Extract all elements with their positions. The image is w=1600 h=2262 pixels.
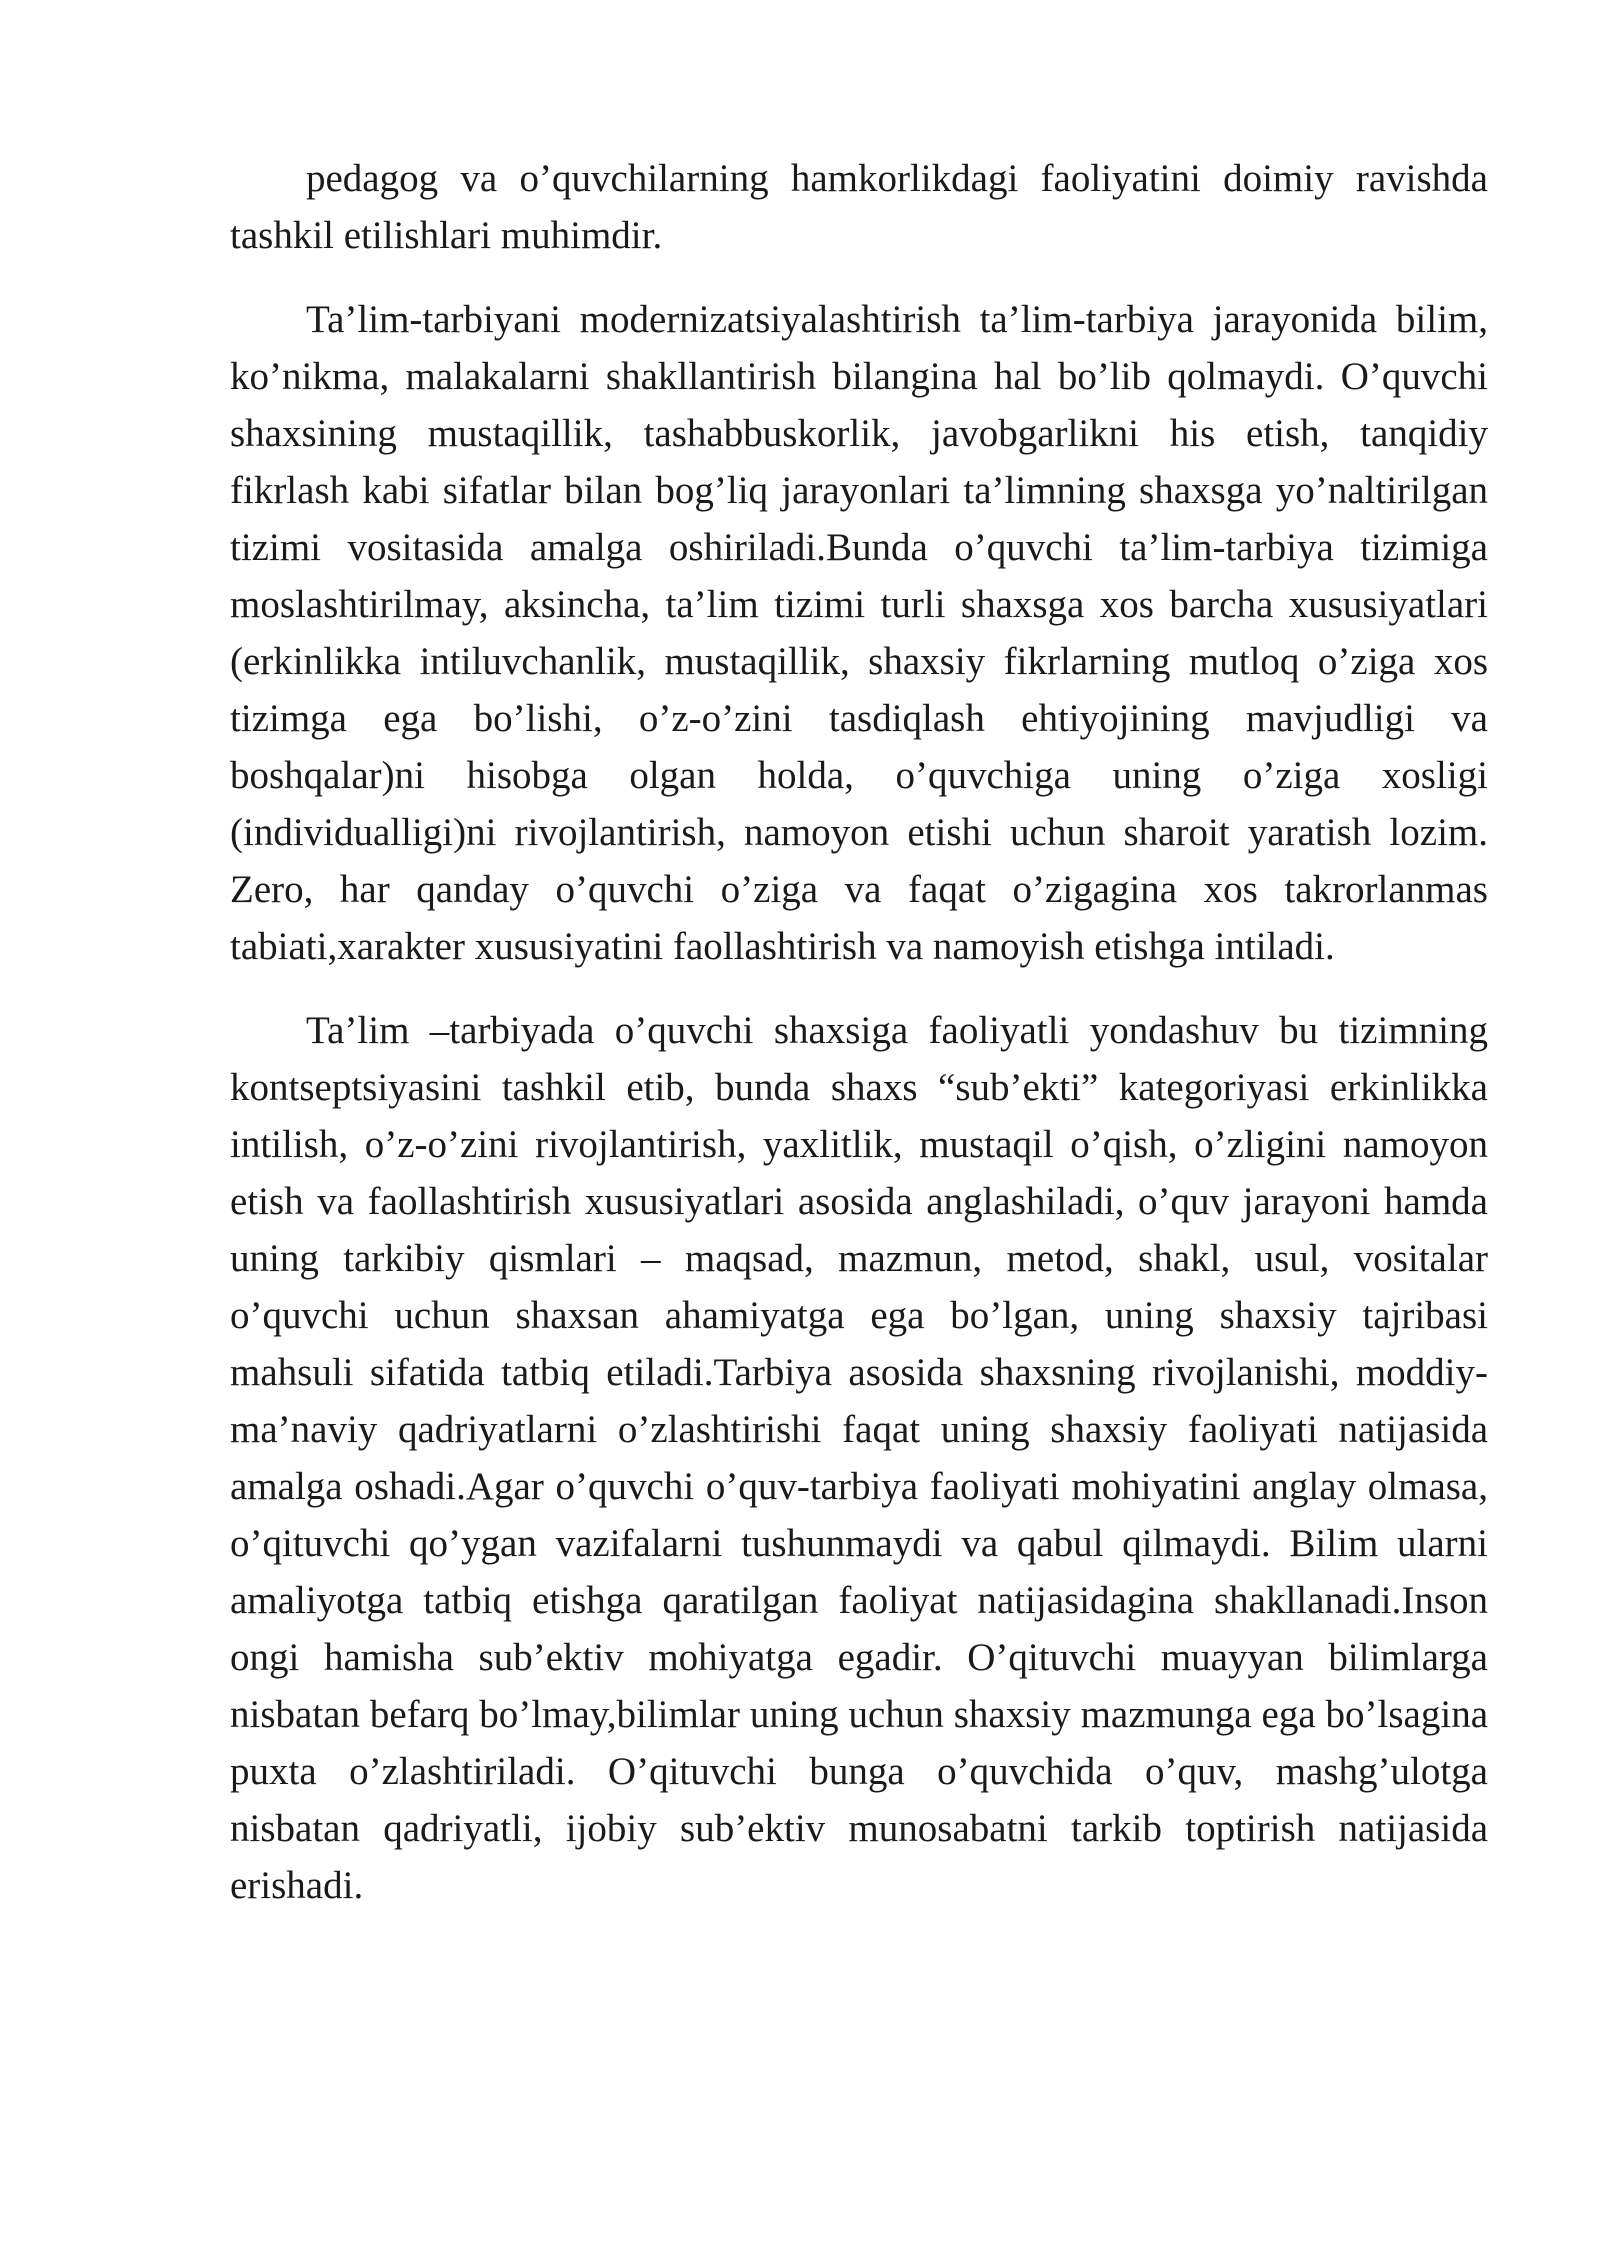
paragraph-activity-approach: Ta’lim –tarbiyada o’quvchi shaxsiga faoliyatli yondashuv bu tizimning kontseptsiyasini tashkil etib, bunda shaxs “sub’ekti” kategoriyasi erkinlikka intilish, o’z-o’zini rivojlantirish, yaxlitlik, mustaqil o’qish, o’zligini namoyon etish va faollashtirish xususiyatlari asosida anglashiladi, o’quv jarayoni hamda uning tarkibiy qismlari – maqsad, mazmun, metod, shakl, usul, vositalar o’quvchi uchun shaxsan ahamiyatga ega bo’lgan, uning shaxsiy tajribasi mahsuli sifatida tatbiq etiladi.Tarbiya asosida shaxsning rivojlanishi, moddiy-ma’naviy qadriyatlarni o’zlashtirishi faqat uning shaxsiy faoliyati natijasida amalga oshadi.Agar o’quvchi o’quv-tarbiya faoliyati mohiyatini anglay olmasa, o’qituvchi qo’ygan vazifalarni tushunmaydi va qabul qilmaydi. Bilim ularni amaliyotga tatbiq etishga qaratilgan faoliyat natijasidagina shakllanadi.Inson ongi hamisha sub’ektiv mohiyatga egadir. O’qituvchi muayyan bilimlarga nisbatan befarq bo’lmay,bilimlar uning uchun shaxsiy mazmunga ega bo’lsagina puxta o’zlashtiriladi. O’qituvchi bunga o’quvchida o’quv, mashg’ulotga nisbatan qadriyatli, ijobiy sub’ektiv munosabatni tarkib toptirish natijasida erishadi. [230,1009,1488,1907]
document-body [230,150,1488,1941]
paragraph-continuation: pedagog va o’quvchilarning hamkorlikdagi faoliyatini doimiy ravishda tashkil etilishlari muhimdir. [230,157,1488,257]
paragraph-modernization: Ta’lim-tarbiyani modernizatsiyalashtirish ta’lim-tarbiya jarayonida bilim, ko’nikma, malakalarni shakllantirish bilangina hal bo’lib qolmaydi. O’quvchi shaxsining mustaqillik, tashabbuskorlik, javobgarlikni his etish, tanqidiy fikrlash kabi sifatlar bilan bog’liq jarayonlari ta’limning shaxsga yo’naltirilgan tizimi vositasida amalga oshiriladi.Bunda o’quvchi ta’lim-tarbiya tizimiga moslashtirilmay, aksincha, ta’lim tizimi turli shaxsga xos barcha xususiyatlari (erkinlikka intiluvchanlik, mustaqillik, shaxsiy fikrlarning mutloq o’ziga xos tizimga ega bo’lishi, o’z-o’zini tasdiqlash ehtiyojining mavjudligi va boshqalar)ni hisobga olgan holda, o’quvchiga uning o’ziga xosligi (individualligi)ni rivojlantirish, namoyon etishi uchun sharoit yaratish lozim. Zero, har qanday o’quvchi o’ziga va faqat o’zigagina xos takrorlanmas tabiati,xarakter xususiyatini faollashtirish va namoyish etishga intiladi. [230,298,1488,968]
